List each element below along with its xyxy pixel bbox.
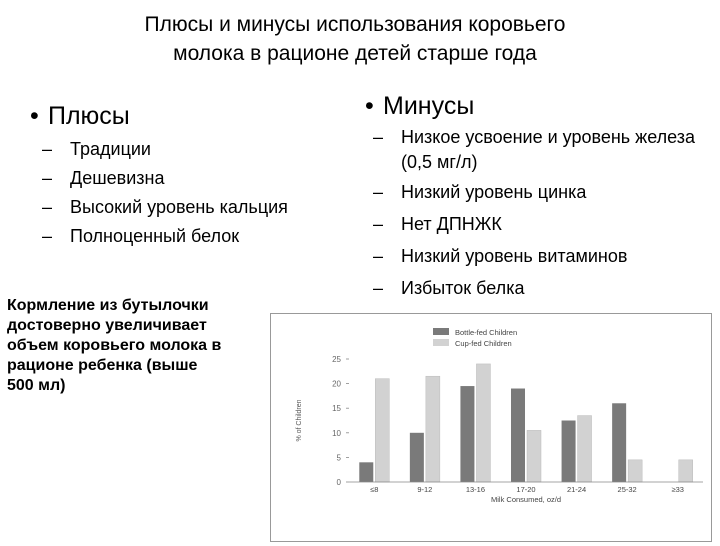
slide-title-line-2: молока в рационе детей старше года [173, 42, 537, 65]
bar [511, 389, 525, 482]
pros-item [42, 193, 288, 222]
dash-icon: – [373, 214, 384, 234]
legend-label: Bottle-fed Children [455, 328, 518, 337]
cons-item-text: Избыток белка [401, 278, 525, 298]
bar [578, 416, 592, 482]
y-tick-label: 25 [332, 355, 341, 364]
pros-list [42, 135, 288, 251]
pros-heading-label: Плюсы [48, 102, 130, 130]
bullet-icon: • [365, 92, 374, 120]
bar [628, 460, 642, 482]
pros-item [42, 135, 288, 164]
y-tick-label: 5 [336, 453, 341, 463]
x-tick-label: ≤8 [370, 485, 379, 494]
cons-item [373, 178, 713, 207]
dash-icon: – [373, 278, 384, 298]
bar [679, 460, 693, 482]
bar [476, 364, 490, 482]
bar [426, 376, 440, 482]
chart-svg [271, 314, 711, 541]
bar [527, 430, 541, 482]
x-tick-label: 13-16 [465, 485, 486, 494]
y-axis-label: % of Children [296, 399, 303, 442]
y-tick-label: 10 [332, 428, 341, 438]
bar [375, 379, 389, 482]
x-tick-label: 21-24 [566, 485, 587, 494]
cons-item [373, 242, 713, 271]
dash-icon: – [373, 246, 384, 266]
y-tick-label: 20 [332, 379, 341, 389]
dash-icon: – [42, 197, 53, 217]
cons-item-text: Низкий уровень витаминов [401, 246, 628, 266]
legend-swatch [433, 339, 449, 346]
pros-item [42, 222, 288, 251]
pros-item-text: Высокий уровень кальция [70, 197, 288, 217]
slide-title [60, 10, 650, 68]
x-axis-label: Milk Consumed, oz/d [490, 495, 562, 504]
dash-icon: – [373, 182, 384, 202]
milk-consumption-chart [270, 313, 712, 542]
x-tick-label: 9-12 [417, 485, 433, 494]
cons-item-text: Нет ДПНЖК [401, 214, 502, 234]
bar [612, 403, 626, 482]
cons-item [373, 125, 713, 175]
pros-item-text: Полноценный белок [70, 226, 240, 246]
cons-item-text: Низкий уровень цинка [401, 182, 587, 202]
dash-icon: – [42, 226, 53, 246]
dash-icon: – [42, 139, 53, 159]
bar [460, 386, 474, 482]
cons-heading-label: Минусы [383, 92, 475, 120]
pros-item-text: Традиции [70, 139, 151, 159]
bullet-icon: • [30, 102, 39, 130]
cons-heading [365, 91, 474, 121]
slide-title-line-1: Плюсы и минусы использования коровьего [144, 13, 566, 36]
cons-item-text: Низкое усвоение и уровень железа (0,5 мг/л) [401, 127, 695, 172]
bar [359, 462, 373, 482]
bottle-feeding-note: Кормление из бутылочки достоверно увеличивает объем коровьего молока в рационе ребенка (выше 500 мл) [7, 297, 222, 394]
pros-heading [30, 101, 130, 131]
legend-swatch [433, 328, 449, 335]
cons-item [373, 210, 713, 239]
cons-list [373, 125, 713, 306]
dash-icon: – [42, 168, 53, 188]
y-tick-label: 15 [332, 404, 341, 414]
x-tick-label: ≥33 [671, 485, 684, 494]
legend-label: Cup-fed Children [455, 339, 512, 348]
pros-item [42, 164, 288, 193]
bar [410, 433, 424, 482]
dash-icon: – [373, 127, 384, 147]
cons-item [373, 274, 713, 303]
x-tick-label: 17-20 [516, 485, 536, 494]
y-tick-label: 0 [336, 478, 341, 487]
pros-item-text: Дешевизна [70, 168, 165, 188]
bar [562, 421, 576, 483]
x-tick-label: 25-32 [617, 485, 637, 494]
